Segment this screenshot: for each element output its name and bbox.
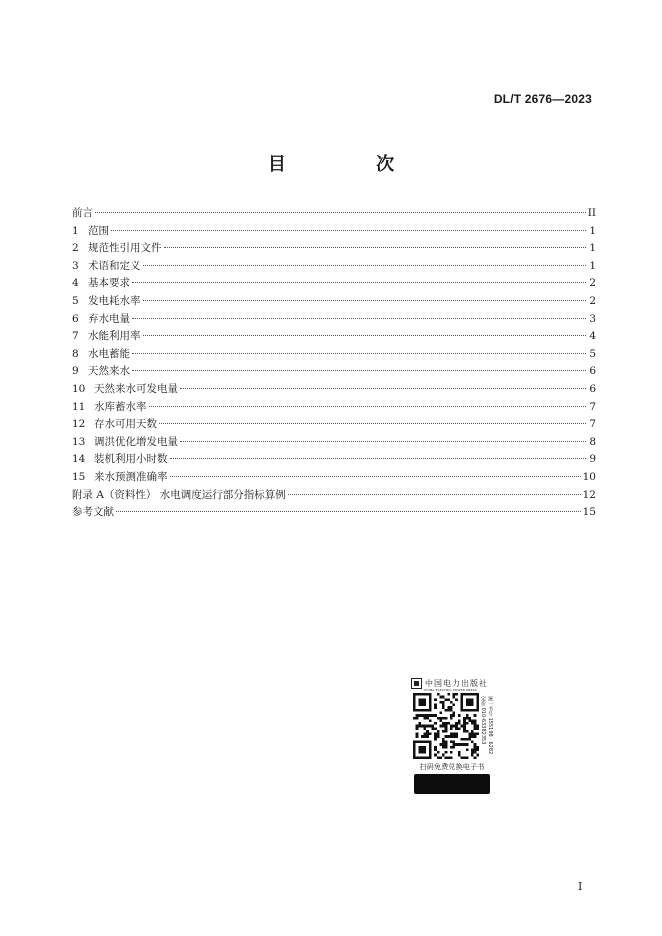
toc-leader-dots: [159, 423, 586, 424]
toc-entry-label: 调洪优化增发电量: [94, 435, 178, 448]
toc-leader-dots: [288, 494, 581, 495]
toc-entry-number: 4: [72, 277, 79, 290]
toc-entry-label: 水电蓄能: [88, 347, 130, 360]
toc-entry[interactable]: [72, 451, 596, 469]
toc-entry-label: 范围: [88, 224, 109, 237]
toc-entry-number: 8: [72, 347, 79, 360]
toc-entry[interactable]: [72, 487, 596, 505]
toc-entry-page: 10: [582, 470, 596, 483]
toc-entry-label: 附录 A（资料性） 水电调度运行部分指标算例: [72, 488, 286, 501]
toc-entry[interactable]: [72, 293, 596, 311]
toc-entry-label: 存水可用天数: [94, 418, 157, 431]
toc-entry-number: 10: [72, 382, 86, 395]
toc-entry-page: 1: [589, 259, 596, 272]
toc-leader-dots: [143, 265, 587, 266]
toc-entry[interactable]: [72, 205, 596, 223]
toc-entry-label: 基本要求: [88, 277, 130, 290]
toc-leader-dots: [132, 282, 586, 283]
toc-entry-label: 天然来水可发电量: [94, 382, 178, 395]
toc-entry[interactable]: [72, 223, 596, 241]
toc-entry-label: 来水预测准确率: [94, 470, 168, 483]
toc-leader-dots: [180, 388, 586, 389]
toc-leader-dots: [132, 318, 586, 319]
qr-code[interactable]: [413, 693, 479, 759]
toc-leader-dots: [180, 441, 586, 442]
toc-entry-number: 13: [72, 435, 86, 448]
toc-entry[interactable]: [72, 328, 596, 346]
toc-entry[interactable]: [72, 434, 596, 452]
toc-entry-page: 3: [589, 312, 596, 325]
toc-leader-dots: [143, 335, 587, 336]
toc-entry-page: 1: [589, 242, 596, 255]
toc-entry[interactable]: [72, 363, 596, 381]
toc-entry-label: 规范性引用文件: [88, 242, 162, 255]
toc-entry-page: 15: [582, 506, 596, 519]
toc-entry-page: 1: [589, 224, 596, 237]
scratch-code-bar: [414, 774, 490, 794]
toc-entry-number: 6: [72, 312, 79, 325]
toc-entry-page: 7: [589, 418, 596, 431]
page-number: I: [578, 880, 583, 893]
toc-entry[interactable]: [72, 240, 596, 258]
toc-entry[interactable]: [72, 399, 596, 417]
toc-entry-number: 14: [72, 453, 86, 466]
toc-entry-page: 5: [589, 347, 596, 360]
toc-entry[interactable]: [72, 346, 596, 364]
toc-entry[interactable]: [72, 381, 596, 399]
page-title: 目 次: [267, 154, 437, 175]
toc-entry-label: 参考文献: [72, 506, 114, 519]
toc-leader-dots: [170, 476, 581, 477]
toc-entry[interactable]: [72, 469, 596, 487]
toc-entry-page: 7: [589, 400, 596, 413]
standard-code: DL/T 2676—2023: [493, 92, 592, 106]
toc-entry[interactable]: [72, 416, 596, 434]
toc-entry-label: 前言: [72, 207, 93, 219]
toc-entry-number: 11: [72, 400, 86, 413]
toc-entry-page: 2: [589, 277, 596, 290]
toc-entry-label: 水库蓄水率: [94, 400, 147, 413]
toc-entry-label: 术语和定义: [88, 259, 141, 272]
toc-entry-number: 12: [72, 418, 86, 431]
toc-entry-label: 天然来水: [88, 365, 130, 378]
toc-entry[interactable]: [72, 311, 596, 329]
toc-entry-page: 8: [589, 435, 596, 448]
toc-entry-page: 2: [589, 294, 596, 307]
toc-leader-dots: [143, 300, 587, 301]
qr-side-text: 统一书号 155198 · 6282 定价 010-63382353: [480, 696, 493, 755]
toc-entry-page: 9: [589, 453, 596, 466]
toc-leader-dots: [149, 406, 587, 407]
toc-entry-number: 3: [72, 259, 79, 272]
toc-entry-label: 装机利用小时数: [94, 453, 168, 466]
toc-entry-number: 9: [72, 365, 79, 378]
table-of-contents: [72, 205, 596, 522]
toc-entry-page: 12: [582, 488, 596, 501]
publisher-logo-icon: [411, 678, 422, 689]
toc-entry-number: 2: [72, 242, 79, 255]
qr-caption: 扫码免费兑换电子书: [419, 763, 485, 771]
toc-entry-page: 6: [589, 382, 596, 395]
toc-entry[interactable]: [72, 275, 596, 293]
publisher-name-en: CHINA ELECTRIC POWER PRESS: [424, 688, 477, 692]
toc-entry[interactable]: [72, 258, 596, 276]
toc-entry[interactable]: [72, 504, 596, 522]
toc-entry-number: 7: [72, 330, 79, 343]
toc-entry-label: 弃水电量: [88, 312, 130, 325]
toc-entry-label: 发电耗水率: [88, 294, 141, 307]
publisher-name: 中国电力出版社: [425, 678, 488, 688]
toc-leader-dots: [116, 511, 581, 512]
toc-leader-dots: [132, 353, 586, 354]
toc-entry-page: 4: [589, 330, 596, 343]
toc-leader-dots: [170, 458, 587, 459]
toc-leader-dots: [111, 230, 586, 231]
toc-leader-dots: [95, 212, 586, 213]
toc-entry-number: 5: [72, 294, 79, 307]
toc-entry-label: 水能利用率: [88, 330, 141, 343]
qr-card: [408, 676, 492, 798]
toc-entry-page: 6: [589, 365, 596, 378]
toc-leader-dots: [164, 247, 587, 248]
toc-entry-number: 1: [72, 224, 79, 237]
toc-entry-page: II: [587, 207, 596, 219]
toc-leader-dots: [132, 370, 586, 371]
toc-entry-number: 15: [72, 470, 86, 483]
